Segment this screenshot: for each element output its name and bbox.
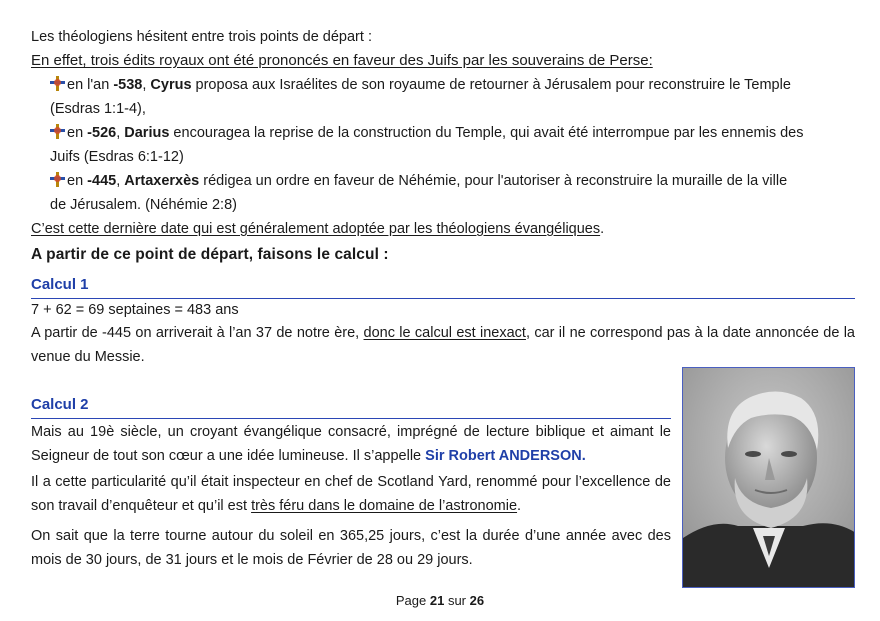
calcul2-paragraph-2: Il a cette particularité qu’il était inspecteur en chef de Scotland Yard, renommé pour l’excellence de son travail d’enquêteur et qu’il est très féru dans le domaine de l’astronomie. [31, 474, 671, 514]
cross-icon [50, 76, 65, 91]
page-footer: Page 21 sur 26 [395, 593, 485, 608]
cross-icon [50, 124, 65, 139]
edict-ref: de Jérusalem. (Néhémie 2:8) [50, 197, 237, 213]
conclusion-text: C’est cette dernière date qui est généralement adoptée par les théologiens évangéliques. [31, 221, 605, 237]
edicts-heading: En effet, trois édits royaux ont été prononcés en faveur des Juifs par les souverains de Perse: [31, 52, 653, 69]
edict-item-cyrus: en l'an -538, Cyrus proposa aux Israélites de son royaume de retourner à Jérusalem pour reconstruire le Temple (Esdras 1:1-4), [50, 73, 855, 121]
portrait-photo [682, 367, 855, 588]
calcul1-rule [31, 298, 855, 299]
calcul2-rule [31, 418, 671, 419]
cross-icon [50, 172, 65, 187]
edict-item-darius: en -526, Darius encouragea la reprise de la construction du Temple, qui avait été interrompue par les ennemis des Juifs (Esdras 6:1-12) [50, 121, 855, 169]
portrait-image [683, 368, 855, 588]
intro-text: Les théologiens hésitent entre trois points de départ : [31, 29, 372, 45]
calcul2-paragraph-3: On sait que la terre tourne autour du soleil en 365,25 jours, c’est la durée d’une année avec des mois de 30 jours, de 31 jours et le mois de Février de 28 ou 29 jours. [31, 528, 671, 568]
calcul2-title: Calcul 2 [31, 396, 89, 413]
section-heading: A partir de ce point de départ, faisons le calcul : [31, 246, 389, 263]
edict-ref: Juifs (Esdras 6:1-12) [50, 149, 184, 165]
calcul2-paragraph-1: Mais au 19è siècle, un croyant évangélique consacré, imprégné de lecture biblique et aimant le Seigneur de tout son cœur a une idée lumineuse. Il s’appelle Sir Robert ANDERSON. [31, 424, 671, 464]
edict-ref: (Esdras 1:1-4), [50, 101, 146, 117]
calcul1-equation: 7 + 62 = 69 septaines = 483 ans [31, 302, 239, 318]
calcul1-paragraph: A partir de -445 on arriverait à l’an 37 de notre ère, donc le calcul est inexact, car il ne correspond pas à la date annoncée de la venue du Messie. [31, 325, 855, 365]
edict-item-artaxerxes: en -445, Artaxerxès rédigea un ordre en faveur de Néhémie, pour l'autoriser à reconstruire la muraille de la ville de Jérusalem. (Néhémie 2:8) [50, 169, 855, 217]
calcul1-title: Calcul 1 [31, 276, 89, 293]
